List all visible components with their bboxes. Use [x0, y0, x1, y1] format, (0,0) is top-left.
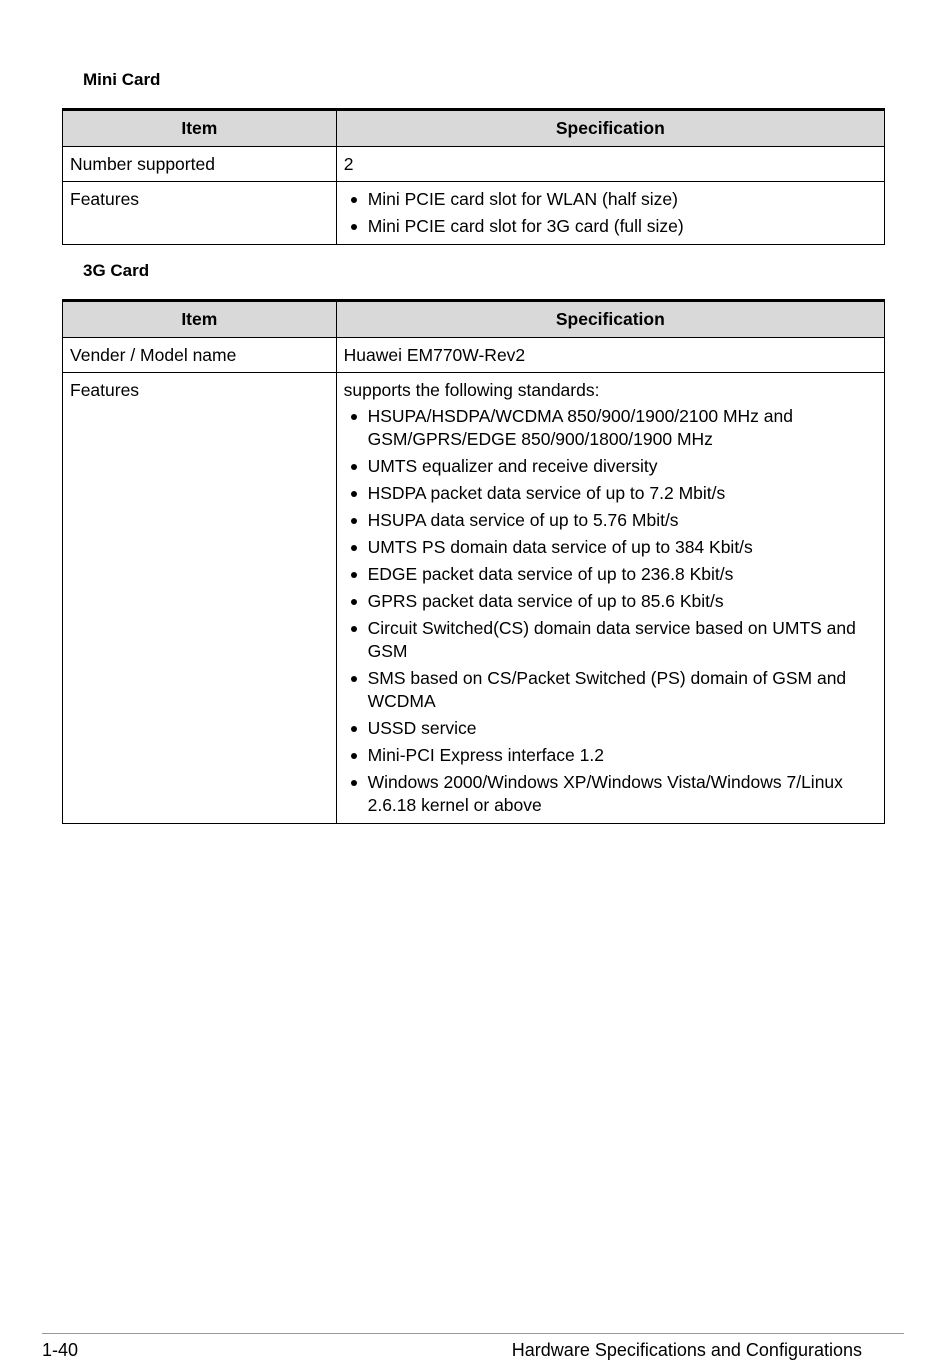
bullet-icon: [351, 224, 357, 230]
header-item: Item: [63, 110, 337, 147]
table-row: [63, 338, 885, 373]
spec-cell: [336, 182, 884, 245]
list-item-text: EDGE packet data service of up to 236.8 Kbit/s: [367, 564, 734, 584]
table-row: [63, 147, 885, 182]
list-item-text: UMTS equalizer and receive diversity: [367, 456, 658, 476]
bullet-icon: [351, 676, 357, 682]
mini-card-table: [62, 108, 885, 245]
list-item: [344, 482, 877, 505]
feature-list: [344, 405, 877, 817]
chapter-title: Hardware Specifications and Configurations: [511, 1340, 862, 1360]
item-cell: Features: [63, 373, 337, 824]
list-item-text: USSD service: [367, 718, 477, 738]
bullet-icon: [351, 197, 357, 203]
bullet-icon: [351, 626, 357, 632]
bullet-icon: [351, 726, 357, 732]
list-item-text: Mini PCIE card slot for 3G card (full size): [367, 216, 684, 236]
footer-divider: [42, 1333, 904, 1334]
spec-cell: 2: [336, 147, 884, 182]
list-item: [344, 188, 877, 211]
feature-list: [344, 188, 877, 238]
table-row: [63, 373, 885, 824]
table-header-row: [63, 110, 885, 147]
3g-card-title: 3G Card: [83, 261, 150, 280]
spec-cell: Huawei EM770W-Rev2: [336, 338, 884, 373]
list-item: [344, 590, 877, 613]
list-item-text: HSUPA/HSDPA/WCDMA 850/900/1900/2100 MHz and GSM/GPRS/EDGE 850/900/1800/1900 MHz: [367, 406, 793, 449]
list-item-text: GPRS packet data service of up to 85.6 Kbit/s: [367, 591, 724, 611]
header-item: Item: [63, 301, 337, 338]
list-item-text: UMTS PS domain data service of up to 384 Kbit/s: [367, 537, 753, 557]
item-cell: Vender / Model name: [63, 338, 337, 373]
list-item: [344, 455, 877, 478]
header-specification: Specification: [336, 301, 884, 338]
list-item-text: Mini PCIE card slot for WLAN (half size): [367, 189, 678, 209]
item-cell: Features: [63, 182, 337, 245]
list-item: [344, 717, 877, 740]
list-item-text: HSUPA data service of up to 5.76 Mbit/s: [367, 510, 679, 530]
bullet-icon: [351, 780, 357, 786]
features-intro: supports the following standards:: [343, 380, 600, 400]
spec-cell: [336, 373, 884, 824]
list-item: [344, 215, 877, 238]
3g-card-table: [62, 299, 885, 824]
list-item: [344, 617, 877, 663]
list-item-text: SMS based on CS/Packet Switched (PS) domain of GSM and WCDMA: [367, 668, 847, 711]
item-cell: Number supported: [63, 147, 337, 182]
list-item-text: HSDPA packet data service of up to 7.2 Mbit/s: [367, 483, 726, 503]
list-item-text: Mini-PCI Express interface 1.2: [367, 745, 604, 765]
list-item: [344, 667, 877, 713]
table-row: [63, 182, 885, 245]
list-item: [344, 509, 877, 532]
list-item: [344, 405, 877, 451]
bullet-icon: [351, 518, 357, 524]
bullet-icon: [351, 491, 357, 497]
list-item: [344, 771, 877, 817]
mini-card-title: Mini Card: [83, 70, 161, 89]
list-item: [344, 536, 877, 559]
list-item: [344, 563, 877, 586]
bullet-icon: [351, 545, 357, 551]
bullet-icon: [351, 572, 357, 578]
header-specification: Specification: [336, 110, 884, 147]
list-item-text: Windows 2000/Windows XP/Windows Vista/Windows 7/Linux 2.6.18 kernel or above: [367, 772, 843, 815]
bullet-icon: [351, 414, 357, 420]
list-item-text: Circuit Switched(CS) domain data service based on UMTS and GSM: [367, 618, 856, 661]
page-number: 1-40: [42, 1340, 79, 1360]
bullet-icon: [351, 464, 357, 470]
list-item: [344, 744, 877, 767]
table-header-row: [63, 301, 885, 338]
bullet-icon: [351, 753, 357, 759]
bullet-icon: [351, 599, 357, 605]
